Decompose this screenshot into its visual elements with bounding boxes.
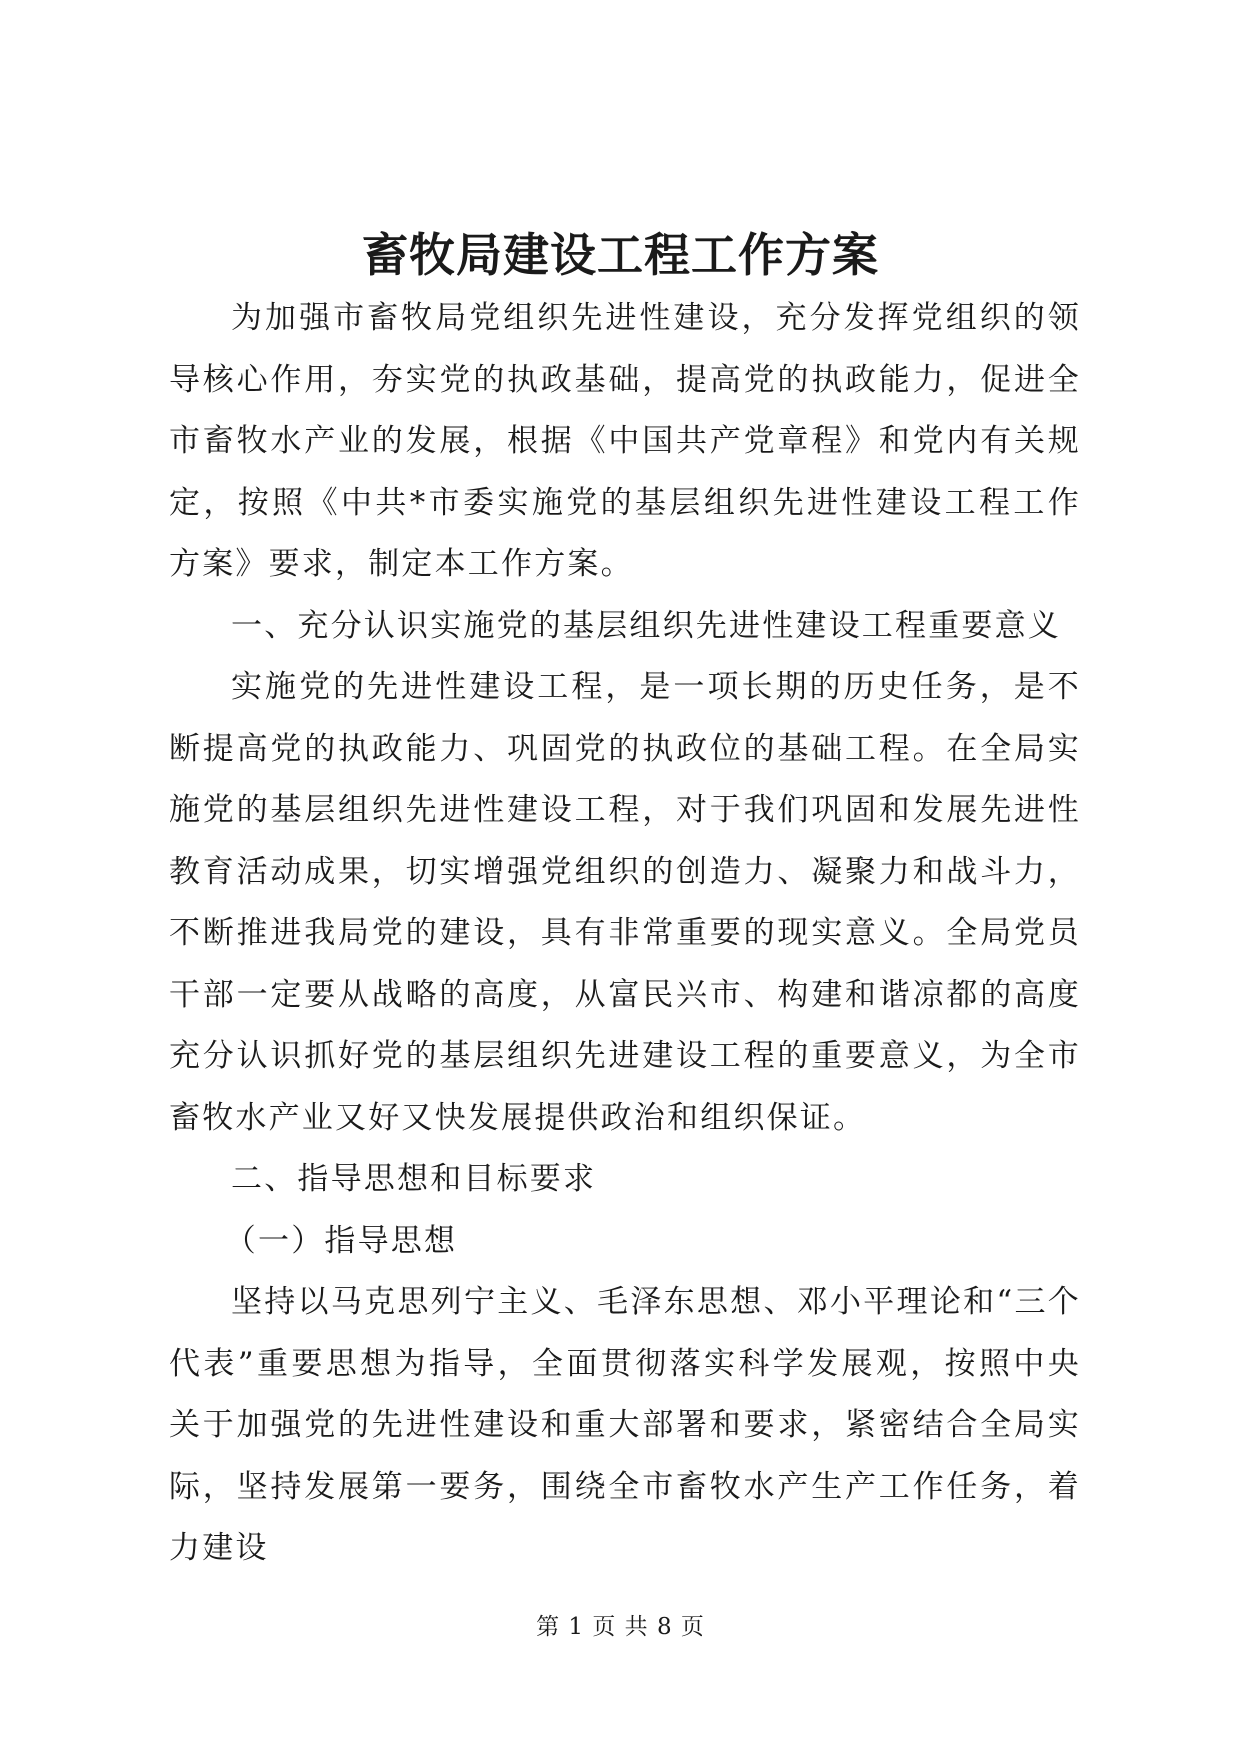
subsection-heading-1: （一）指导思想 bbox=[224, 1222, 458, 1259]
document-body bbox=[169, 288, 1081, 1580]
paragraph-significance: 实施党的先进性建设工程，是一项长期的历史任务，是不断提高党的执政能力、巩固党的执政位的基础工程。在全局实施党的基层组织先进性建设工程，对于我们巩固和发展先进性教育活动成果，切实增强党组织的创造力、凝聚力和战斗力，不断推进我局党的建设，具有非常重要的现实意义。全局党员干部一定要从战略的高度，从富民兴市、构建和谐凉都的高度充分认识抓好党的基层组织先进建设工程的重要意义，为全市畜牧水产业又好又快发展提供政治和组织保证。 bbox=[169, 669, 1081, 1136]
paragraph-intro: 为加强市畜牧局党组织先进性建设，充分发挥党组织的领导核心作用，夯实党的执政基础，提高党的执政能力，促进全市畜牧水产业的发展，根据《中国共产党章程》和党内有关规定，按照《中共*市委实施党的基层组织先进性建设工程工作方案》要求，制定本工作方案。 bbox=[169, 300, 1081, 582]
section-heading-2: 二、指导思想和目标要求 bbox=[231, 1161, 597, 1197]
section-heading-1: 一、充分认识实施党的基层组织先进性建设工程重要意义 bbox=[231, 607, 1061, 644]
paragraph-guiding-thought: 坚持以马克思列宁主义、毛泽东思想、邓小平理论和“三个代表”重要思想为指导，全面贯彻落实科学发展观，按照中央关于加强党的先进性建设和重大部署和要求，紧密结合全局实际，坚持发展第一要务，围绕全市畜牧水产生产工作任务，着力建设 bbox=[169, 1284, 1081, 1566]
page-footer: 第 1 页 共 8 页 bbox=[536, 1614, 705, 1640]
document-title: 畜牧局建设工程工作方案 bbox=[362, 228, 879, 282]
